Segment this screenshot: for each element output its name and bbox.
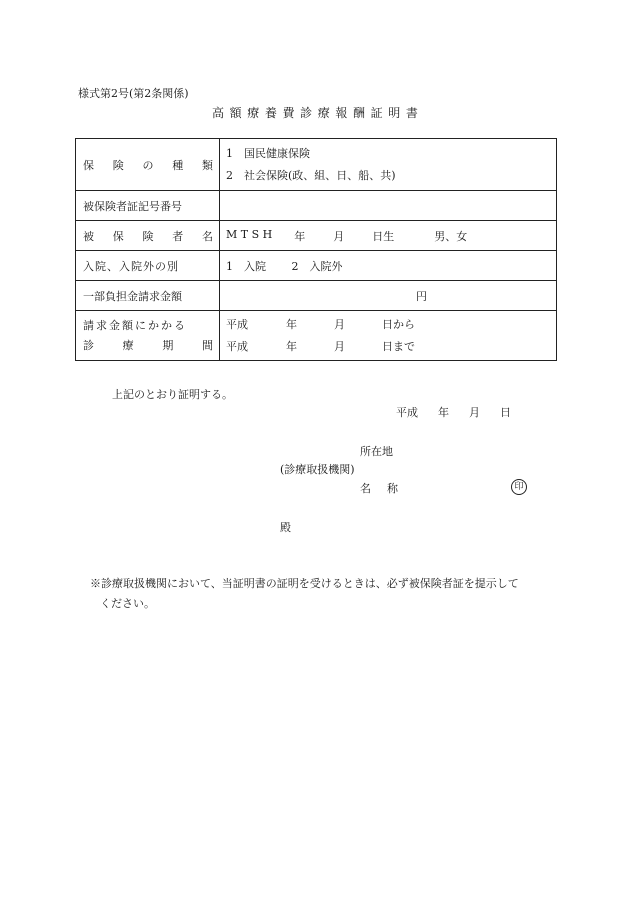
period-label: [76, 311, 220, 361]
document-title: [212, 104, 418, 121]
period-from: 平成 年 月 日から: [226, 317, 415, 331]
footnote: [90, 574, 540, 614]
insurance-option-national: 1 国民健康保険: [226, 146, 310, 160]
copay-amount-field[interactable]: [220, 281, 557, 311]
addressee-honorific: 殿: [280, 521, 291, 534]
name-label-char: 称: [387, 482, 398, 495]
title-char: 報: [335, 106, 348, 120]
title-char: 書: [405, 106, 418, 120]
insurance-kind-row: [76, 139, 557, 191]
period-to: 平成 年 月 日まで: [226, 339, 415, 353]
label-char: 険: [112, 158, 124, 172]
birth-year: 年: [294, 229, 306, 243]
birth-day: 日生: [372, 229, 395, 243]
footnote-line1: ※診療取扱機関において、当証明書の証明を受けるときは、必ず被保険者証を提示して: [90, 577, 519, 590]
title-char: 診: [300, 106, 313, 120]
label-char: 保: [83, 158, 94, 172]
label-char: 被: [83, 229, 94, 243]
gender-options: 男、女: [434, 229, 468, 243]
title-char: 費: [282, 106, 295, 120]
label-char: 保: [112, 229, 124, 243]
label-char: 種: [172, 158, 184, 172]
label-char: の: [142, 158, 154, 172]
insurance-kind-value: [220, 139, 557, 191]
period-value[interactable]: [220, 311, 557, 361]
insurance-option-social: 2 社会保険(政、組、日、船、共): [226, 168, 396, 182]
name-label: [360, 480, 398, 496]
insured-name-value[interactable]: [220, 221, 557, 251]
label-char: 間: [201, 338, 213, 352]
period-label-line1: 請求金額にかかる: [83, 318, 187, 332]
address-label: 所在地: [360, 445, 393, 458]
name-label-char: 名: [360, 482, 371, 495]
birth-month: 月: [333, 229, 345, 243]
title-char: 額: [229, 106, 242, 120]
insured-name-row: [76, 221, 557, 251]
label-char: 期: [162, 338, 174, 352]
footnote-line2: ください。: [100, 597, 155, 610]
insured-name-label: [76, 221, 220, 251]
title-char: 証: [370, 106, 383, 120]
certify-statement: 上記のとおり証明する。: [112, 388, 233, 401]
label-char: 険: [142, 229, 154, 243]
title-char: 明: [388, 106, 401, 120]
admission-option-outpatient: 2 入院外: [291, 259, 343, 273]
label-char: 者: [172, 229, 184, 243]
title-char: 酬: [353, 106, 366, 120]
admission-row: [76, 251, 557, 281]
certificate-table: [75, 138, 557, 361]
birth-era-options: M T S H: [226, 227, 273, 241]
admission-label: 入院、入院外の別: [76, 251, 220, 281]
label-char: 療: [122, 338, 134, 352]
copay-label: 一部負担金請求金額: [76, 281, 220, 311]
title-char: 療: [317, 106, 330, 120]
label-char: 診: [83, 338, 94, 352]
title-char: 養: [264, 106, 277, 120]
insurance-kind-label: [76, 139, 220, 191]
label-char: 類: [202, 158, 213, 172]
title-char: 療: [247, 106, 260, 120]
period-row: [76, 311, 557, 361]
title-char: 高: [212, 106, 225, 120]
issue-date: 平成 年 月 日: [396, 406, 511, 419]
yen-unit: 円: [416, 289, 427, 303]
cert-number-field[interactable]: [220, 191, 557, 221]
cert-number-label: 被保険者証記号番号: [76, 191, 220, 221]
label-char: 名: [202, 229, 213, 243]
institution-label: (診療取扱機関): [280, 463, 355, 476]
cert-number-row: [76, 191, 557, 221]
copay-row: [76, 281, 557, 311]
admission-value[interactable]: [220, 251, 557, 281]
form-number: 様式第2号(第2条関係): [78, 87, 189, 100]
seal-icon: 印: [511, 479, 527, 495]
admission-option-inpatient: 1 入院: [226, 259, 266, 273]
